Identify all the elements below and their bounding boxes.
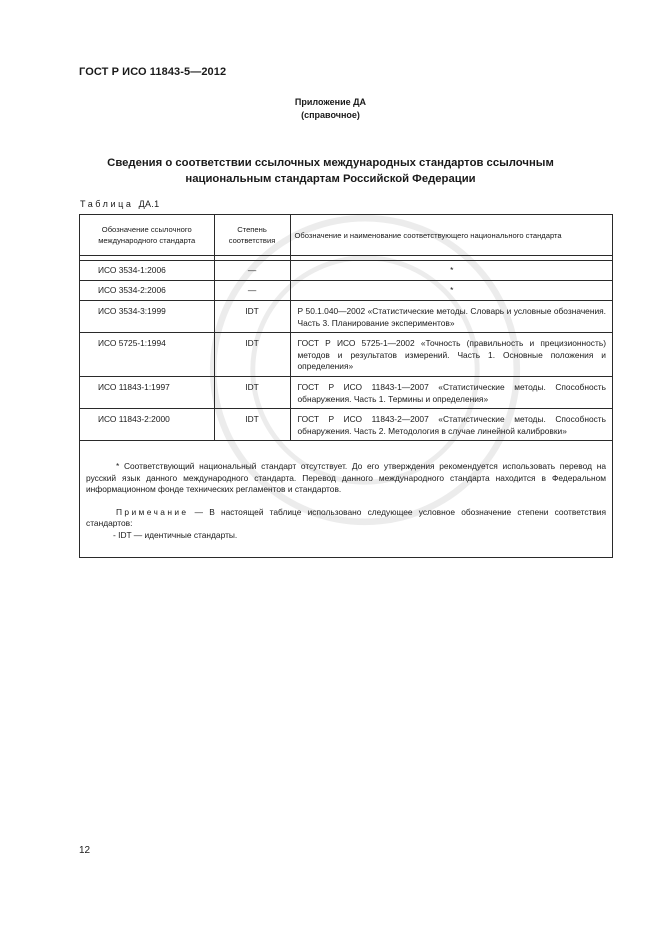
table-row [80, 261, 612, 281]
table-caption-label: Таблица [80, 199, 134, 209]
cell-degree: — [214, 281, 290, 301]
header-degree: Степень соответствия [214, 215, 290, 256]
cell-intl: ИСО 3534-3:1999 [80, 301, 214, 333]
section-title-line-2: национальным стандартам Российской Федерации [185, 173, 476, 185]
cell-national: * [290, 261, 612, 281]
table-caption-number: ДА.1 [138, 199, 160, 209]
correspondence-table-frame [79, 214, 613, 558]
page-number: 12 [79, 845, 91, 856]
appendix-heading [0, 96, 661, 122]
cell-intl: ИСО 11843-1:1997 [80, 376, 214, 408]
table-notes [80, 461, 612, 542]
cell-national: * [290, 281, 612, 301]
table-note [86, 507, 606, 530]
cell-national: ГОСТ Р ИСО 11843-1—2007 «Статистические методы. Способность обнаружения. Часть 1. Термины и определения» [290, 376, 612, 408]
cell-degree: IDT [214, 333, 290, 377]
table-caption [80, 199, 159, 209]
cell-national: Р 50.1.040—2002 «Статистические методы. Словарь и условные обозначения. Часть 3. Планирование экспериментов» [290, 301, 612, 333]
appendix-subtitle: (справочное) [301, 110, 360, 120]
table-row [80, 301, 612, 333]
cell-intl: ИСО 11843-2:2000 [80, 409, 214, 441]
header-intl-standard: Обозначение ссылочного международного стандарта [80, 215, 214, 256]
cell-intl: ИСО 5725-1:1994 [80, 333, 214, 377]
cell-intl: ИСО 3534-1:2006 [80, 261, 214, 281]
table-row [80, 409, 612, 441]
cell-national: ГОСТ Р ИСО 11843-2—2007 «Статистические методы. Способность обнаружения. Часть 2. Методология в случае линейной калибровки» [290, 409, 612, 441]
section-title [0, 155, 661, 187]
table-row [80, 281, 612, 301]
cell-intl: ИСО 3534-2:2006 [80, 281, 214, 301]
cell-degree: — [214, 261, 290, 281]
note-text: — В настоящей таблице использовано следующее условное обозначение степени соответствия стандартов: [86, 506, 607, 529]
correspondence-table [80, 215, 612, 441]
cell-degree: IDT [214, 409, 290, 441]
document-id: ГОСТ Р ИСО 11843-5—2012 [79, 66, 227, 78]
appendix-title: Приложение ДА [294, 97, 367, 107]
header-national-standard: Обозначение и наименование соответствующего национального стандарта [290, 215, 612, 256]
cell-degree: IDT [214, 301, 290, 333]
table-header-row [80, 215, 612, 256]
section-title-line-1: Сведения о соответствии ссылочных международных стандартов ссылочным [107, 157, 554, 169]
table-footnote: * Соответствующий национальный стандарт отсутствует. До его утверждения рекомендуется использовать перевод на русский язык данного международного стандарта. Перевод данного международного стандарта находится в Федеральном информационном фонде технических регламентов и стандартов. [86, 461, 606, 495]
cell-degree: IDT [214, 376, 290, 408]
table-row [80, 333, 612, 377]
cell-national: ГОСТ Р ИСО 5725-1—2002 «Точность (правильность и прецизионность) методов и результатов измерений. Часть 1. Основные положения и определения» [290, 333, 612, 377]
note-list-item: - IDT — идентичные стандарты. [113, 529, 238, 540]
table-row [80, 376, 612, 408]
note-label: Примечание [116, 506, 189, 517]
